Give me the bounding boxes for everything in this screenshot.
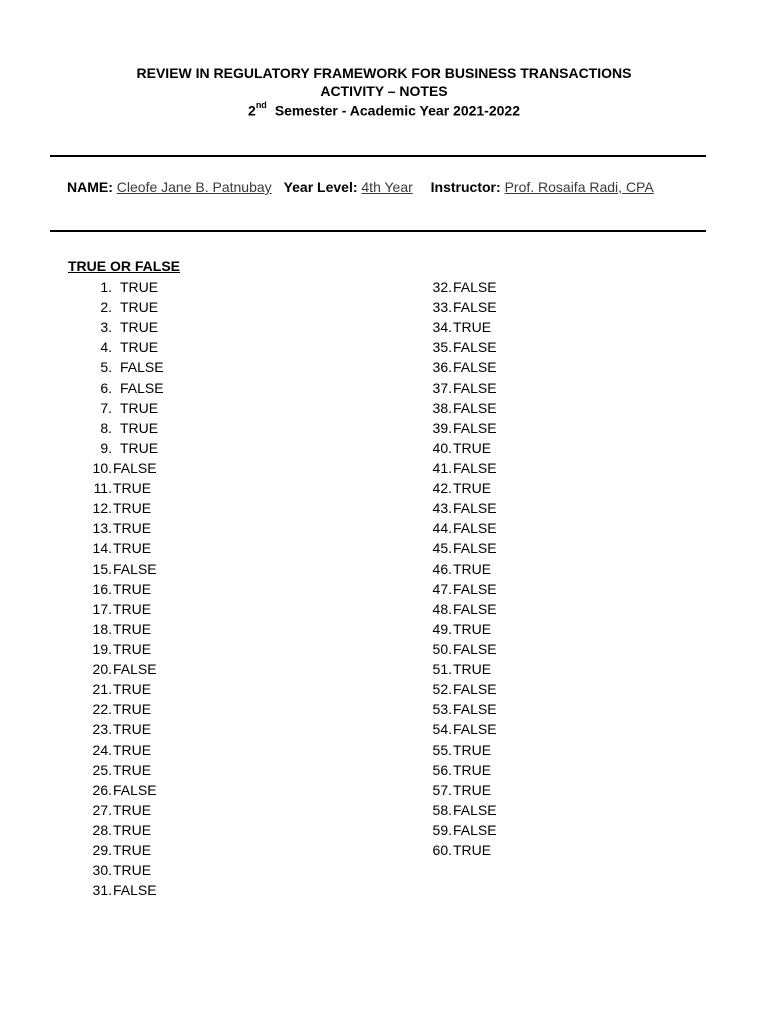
- answer-value: FALSE: [113, 661, 157, 678]
- answer-number: 41.: [432, 459, 452, 476]
- answer-number: 20.: [92, 661, 112, 678]
- answer-value: TRUE: [113, 701, 152, 718]
- answer-item: [428, 760, 497, 780]
- answer-value: FALSE: [453, 379, 497, 396]
- answer-value: TRUE: [113, 821, 152, 838]
- answer-item: [428, 599, 497, 619]
- answer-value: FALSE: [453, 520, 497, 537]
- answer-item: [428, 438, 497, 458]
- answers-column-1: [88, 277, 164, 900]
- answer-value: FALSE: [113, 781, 157, 798]
- answers-column-2: [428, 277, 497, 860]
- answer-value: TRUE: [120, 399, 159, 416]
- answer-item: [428, 398, 497, 418]
- answer-value: FALSE: [453, 419, 497, 436]
- answer-item: [88, 438, 164, 458]
- answer-item: [88, 679, 164, 699]
- document-subtitle: ACTIVITY – NOTES: [320, 83, 448, 99]
- answer-item: [88, 418, 164, 438]
- answer-value: FALSE: [453, 721, 497, 738]
- answer-number: 55.: [432, 741, 452, 758]
- answer-value: TRUE: [453, 439, 492, 456]
- answer-item: [428, 619, 497, 639]
- answer-number: 30.: [92, 862, 112, 879]
- answer-item: [428, 378, 497, 398]
- answer-number: 56.: [432, 761, 452, 778]
- answer-value: FALSE: [453, 359, 497, 376]
- answer-item: [88, 378, 164, 398]
- answer-item: [428, 337, 497, 357]
- answer-item: [428, 780, 497, 800]
- answer-value: TRUE: [453, 741, 492, 758]
- answer-item: [88, 357, 164, 377]
- answer-item: [428, 277, 497, 297]
- answer-number: 52.: [432, 681, 452, 698]
- answer-number: 12.: [92, 500, 112, 517]
- answer-number: 10.: [92, 459, 112, 476]
- answer-value: TRUE: [120, 279, 159, 295]
- answer-number: 44.: [432, 520, 452, 537]
- answer-number: 19.: [92, 640, 112, 657]
- answer-value: FALSE: [453, 339, 497, 356]
- answer-item: [428, 418, 497, 438]
- answer-item: [88, 579, 164, 599]
- answer-item: [88, 840, 164, 860]
- answer-number: 14.: [92, 540, 112, 557]
- answer-item: [428, 820, 497, 840]
- answer-number: 31.: [92, 882, 112, 899]
- top-divider: [50, 155, 706, 157]
- semester-text: Semester - Academic Year 2021-2022: [274, 102, 520, 119]
- answer-number: 53.: [432, 701, 452, 718]
- answer-value: FALSE: [453, 399, 497, 416]
- answer-number: 8.: [100, 419, 112, 436]
- answer-number: 5.: [100, 359, 112, 376]
- answer-value: TRUE: [113, 842, 152, 859]
- answer-number: 43.: [432, 500, 452, 517]
- answer-number: 58.: [432, 801, 452, 818]
- answer-number: 39.: [432, 419, 452, 436]
- answer-number: 34.: [432, 319, 452, 336]
- answer-value: FALSE: [113, 459, 157, 476]
- answer-number: 9.: [100, 439, 112, 456]
- year-level-label: Year Level:: [283, 179, 358, 195]
- answer-value: TRUE: [113, 801, 152, 818]
- instructor-value: Prof. Rosaifa Radi, CPA: [504, 179, 654, 195]
- answer-number: 18.: [92, 620, 112, 637]
- answer-value: TRUE: [120, 319, 159, 336]
- answer-item: [88, 639, 164, 659]
- answer-item: [428, 297, 497, 317]
- answer-value: FALSE: [453, 540, 497, 557]
- answer-number: 1.: [100, 279, 112, 295]
- answer-value: FALSE: [113, 560, 157, 577]
- answer-number: 3.: [100, 319, 112, 336]
- answer-number: 47.: [432, 580, 452, 597]
- answer-item: [88, 498, 164, 518]
- answer-number: 29.: [92, 842, 112, 859]
- answer-value: TRUE: [113, 741, 152, 758]
- answer-value: TRUE: [113, 580, 152, 597]
- answer-item: [88, 337, 164, 357]
- answer-value: TRUE: [120, 299, 159, 316]
- document-title: REVIEW IN REGULATORY FRAMEWORK FOR BUSINESS TRANSACTIONS: [136, 65, 632, 81]
- name-label: NAME:: [67, 179, 113, 195]
- answer-item: [428, 518, 497, 538]
- answer-number: 45.: [432, 540, 452, 557]
- answer-number: 54.: [432, 721, 452, 738]
- answer-item: [88, 277, 164, 297]
- answer-number: 49.: [432, 620, 452, 637]
- answer-value: TRUE: [113, 640, 152, 657]
- answer-value: FALSE: [453, 801, 497, 818]
- answer-item: [88, 800, 164, 820]
- answer-number: 36.: [432, 359, 452, 376]
- answer-number: 21.: [92, 681, 112, 698]
- answer-number: 4.: [100, 339, 112, 356]
- answer-item: [428, 458, 497, 478]
- answer-item: [428, 659, 497, 679]
- answer-item: [88, 458, 164, 478]
- answer-number: 11.: [93, 480, 112, 497]
- answer-item: [88, 599, 164, 619]
- answer-value: TRUE: [113, 721, 152, 738]
- answer-value: TRUE: [113, 480, 152, 497]
- answer-item: [88, 719, 164, 739]
- answer-value: TRUE: [453, 620, 492, 637]
- answer-item: [88, 297, 164, 317]
- answer-number: 60.: [432, 842, 452, 859]
- answer-number: 22.: [92, 701, 112, 718]
- answer-number: 37.: [432, 379, 452, 396]
- answer-item: [428, 559, 497, 579]
- answer-value: TRUE: [453, 319, 492, 336]
- answer-item: [88, 538, 164, 558]
- answer-value: FALSE: [453, 600, 497, 617]
- answer-item: [428, 579, 497, 599]
- answer-value: TRUE: [120, 339, 159, 356]
- answer-item: [428, 478, 497, 498]
- answer-number: 26.: [92, 781, 112, 798]
- answer-value: FALSE: [113, 882, 157, 899]
- answer-value: TRUE: [113, 761, 152, 778]
- answer-number: 25.: [92, 761, 112, 778]
- answer-item: [88, 880, 164, 900]
- answer-item: [428, 538, 497, 558]
- answer-item: [88, 398, 164, 418]
- answer-number: 59.: [432, 821, 452, 838]
- answer-number: 13.: [92, 520, 112, 537]
- answer-item: [88, 317, 164, 337]
- answer-number: 51.: [432, 661, 452, 678]
- answer-value: TRUE: [120, 439, 159, 456]
- answer-number: 32.: [432, 279, 452, 295]
- answer-number: 50.: [432, 640, 452, 657]
- section-title: TRUE OR FALSE: [68, 258, 181, 274]
- answer-item: [88, 740, 164, 760]
- answer-item: [428, 800, 497, 820]
- answer-value: TRUE: [113, 500, 152, 517]
- semester-number: 2: [248, 102, 256, 119]
- answer-item: [428, 498, 497, 518]
- answer-value: TRUE: [120, 419, 159, 436]
- answer-number: 2.: [100, 299, 112, 316]
- answer-number: 40.: [432, 439, 452, 456]
- answer-number: 6.: [100, 379, 112, 396]
- answer-number: 28.: [92, 821, 112, 838]
- answer-number: 23.: [92, 721, 112, 738]
- answer-item: [88, 699, 164, 719]
- answer-item: [88, 518, 164, 538]
- answer-item: [428, 740, 497, 760]
- answer-value: FALSE: [120, 359, 164, 376]
- answer-value: TRUE: [113, 520, 152, 537]
- name-value: Cleofe Jane B. Patnubay: [116, 179, 272, 195]
- answer-item: [88, 619, 164, 639]
- student-info-line: [67, 179, 654, 195]
- answer-item: [88, 820, 164, 840]
- answer-value: TRUE: [113, 681, 152, 698]
- answer-value: TRUE: [113, 862, 152, 879]
- answer-number: 17.: [92, 600, 112, 617]
- answer-value: TRUE: [453, 661, 492, 678]
- answer-item: [428, 719, 497, 739]
- answer-number: 24.: [92, 741, 112, 758]
- answer-number: 42.: [432, 480, 452, 497]
- answer-value: TRUE: [113, 540, 152, 557]
- answer-number: 27.: [92, 801, 112, 818]
- answer-value: TRUE: [453, 761, 492, 778]
- answer-item: [428, 679, 497, 699]
- answer-value: FALSE: [453, 821, 497, 838]
- answer-value: FALSE: [453, 459, 497, 476]
- answer-value: TRUE: [113, 620, 152, 637]
- answer-item: [88, 559, 164, 579]
- answer-item: [428, 357, 497, 377]
- answer-number: 15.: [92, 560, 112, 577]
- answer-value: FALSE: [453, 701, 497, 718]
- answer-value: TRUE: [453, 560, 492, 577]
- answer-item: [88, 860, 164, 880]
- answer-value: FALSE: [120, 379, 164, 396]
- answer-item: [88, 659, 164, 679]
- answer-value: TRUE: [113, 600, 152, 617]
- answer-value: FALSE: [453, 681, 497, 698]
- answer-value: TRUE: [453, 480, 492, 497]
- bottom-divider: [50, 230, 706, 232]
- answer-value: FALSE: [453, 640, 497, 657]
- answer-item: [428, 699, 497, 719]
- answer-value: TRUE: [453, 781, 492, 798]
- answer-item: [428, 317, 497, 337]
- answer-item: [88, 780, 164, 800]
- answer-value: FALSE: [453, 299, 497, 316]
- answer-number: 46.: [432, 560, 452, 577]
- semester-ordinal: nd: [255, 100, 267, 110]
- answer-number: 35.: [432, 339, 452, 356]
- semester-line: [0, 102, 768, 119]
- answer-value: FALSE: [453, 500, 497, 517]
- year-level-value: 4th Year: [361, 179, 413, 195]
- answer-item: [88, 760, 164, 780]
- instructor-label: Instructor:: [430, 179, 501, 195]
- answer-item: [428, 639, 497, 659]
- answer-item: [88, 478, 164, 498]
- answer-number: 57.: [432, 781, 452, 798]
- answer-item: [428, 840, 497, 860]
- answer-value: TRUE: [453, 842, 492, 859]
- answer-value: FALSE: [453, 580, 497, 597]
- answer-number: 33.: [432, 299, 452, 316]
- answer-number: 48.: [432, 600, 452, 617]
- answer-number: 38.: [432, 399, 452, 416]
- answer-value: FALSE: [453, 279, 497, 295]
- answer-number: 16.: [92, 580, 112, 597]
- answer-number: 7.: [100, 399, 112, 416]
